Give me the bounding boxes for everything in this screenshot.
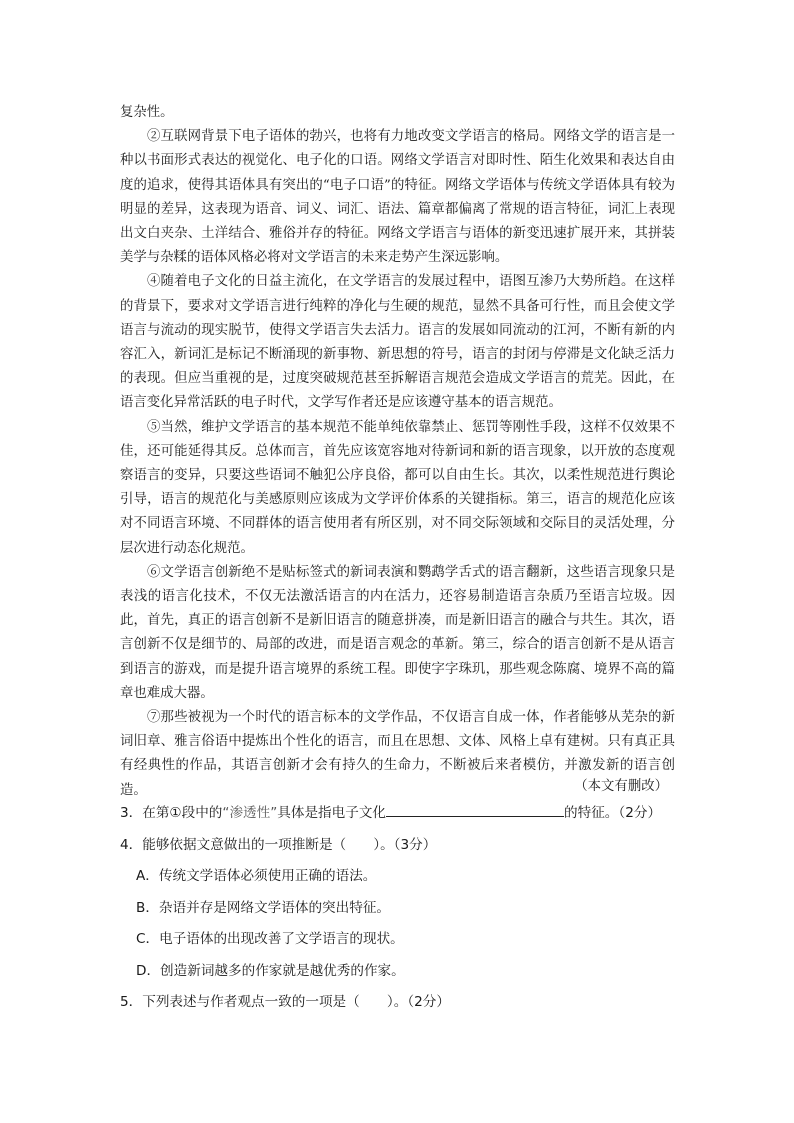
paragraph-6: ⑥文学语言创新绝不是贴标签式的新词表演和鹦鹉学舌式的语言翻新，这些语言现象只是表浅的语言化技术，不仅无法激活语言的内在活力，还容易制造语言杂质乃至语言垃圾。因此，首先，真正的语言创新不是新旧语言的随意拼凑，而是新旧语言的融合与共生。其次，语言创新不仅是细节的、局部的改进，而是语言观念的革新。第三，综合的语言创新不是从语言到语言的游戏，而是提升语言境界的系统工程。即使字字珠玑，那些观念陈腐、境界不高的篇章也难成大器。 — [120, 564, 675, 701]
option-c: C．电子语体的出现改善了文学语言的现状。 — [136, 931, 404, 947]
paragraph-4: ④随着电子文化的日益主流化，在文学语言的发展过程中，语图互渗乃大势所趋。在这样的背景下，要求对文学语言进行纯粹的净化与生硬的规范，显然不具备可行性，而且会使文学语言与流动的现实脱节，使得文学语言失去活力。语言的发展如同流动的江河，不断有新的内容汇入，新词汇是标记不断涌现的新事物、新思想的符号，语言的封闭与停滞是文化缺乏活力的表现。但应当重视的是，过度突破规范甚至拆解语言规范会造成文学语言的荒芜。因此，在语言变化异常活跃的电子时代，文学写作者还是应该遵守基本的语言规范。 — [120, 274, 675, 411]
question-3-suffix: 的特征。（2分） — [564, 805, 662, 821]
paragraph-7: ⑦那些被视为一个时代的语言标本的文学作品，不仅语言自成一体，作者能够从芜杂的新词旧章、雅言俗语中提炼出个性化的语言，而且在思想、文体、风格上卓有建树。只有真正具有经典性的作品，其语言创新才会有持久的生命力，不断被后来者模仿，并激发新的语言创造。 — [120, 710, 675, 798]
source-note: （本文有删改） — [574, 779, 668, 794]
answer-blank[interactable] — [386, 802, 564, 817]
question-3-term: “渗透性” — [222, 805, 278, 821]
question-3 — [120, 802, 680, 834]
reading-passage — [120, 101, 675, 803]
question-section — [120, 802, 680, 1023]
paragraph-continuation: 复杂性。 — [120, 105, 174, 120]
paragraph-5: ⑤当然，维护文学语言的基本规范不能单纯依靠禁止、惩罚等刚性手段，这样不仅效果不佳，还可能延得其反。总体而言，首先应该宽容地对待新词和新的语言现象，以开放的态度观察语言的变异，只要这些语词不触犯公序良俗，都可以自由生长。其次，以柔性规范进行舆论引导，语言的规范化与美感原则应该成为文学评价体系的关键指标。第三，语言的规范化应该对不同语言环境、不同群体的语言使用者有所区别，对不同交际领域和交际目的灵活处理，分层次进行动态化规范。 — [120, 419, 675, 556]
question-3-mid: 具体是指电子文化 — [277, 805, 387, 821]
question-4-stem: 4．能够依据文意做出的一项推断是（ ）。（3分） — [120, 836, 437, 853]
option-a: A．传统文学语体必须使用正确的语法。 — [136, 868, 377, 884]
option-b: B．杂语并存是网络文学语体的突出特征。 — [136, 899, 391, 916]
question-3-prefix: 3．在第①段中的 — [120, 805, 223, 821]
question-5-stem: 5．下列表述与作者观点一致的一项是（ ）。（2分） — [120, 994, 450, 1010]
option-d: D．创造新词越多的作家就是越优秀的作家。 — [136, 962, 405, 979]
paragraph-2: ②互联网背景下电子语体的勃兴，也将有力地改变文学语言的格局。网络文学的语言是一种以书面形式表达的视觉化、电子化的口语。网络文学语言对即时性、陌生化效果和表达自由度的追求，使得其语体具有突出的“电子口语”的特征。网络文学语体与传统文学语体具有较为明显的差异，这表现为语音、词义、词汇、语法、篇章都偏离了常规的语言特征，词汇上表现出文白夹杂、土洋结合、雅俗并存的特征。网络文学语言与语体的新变迅速扩展开来，其拼装美学与杂糅的语体风格必将对文学语言的未来走势产生深远影响。 — [120, 129, 675, 266]
